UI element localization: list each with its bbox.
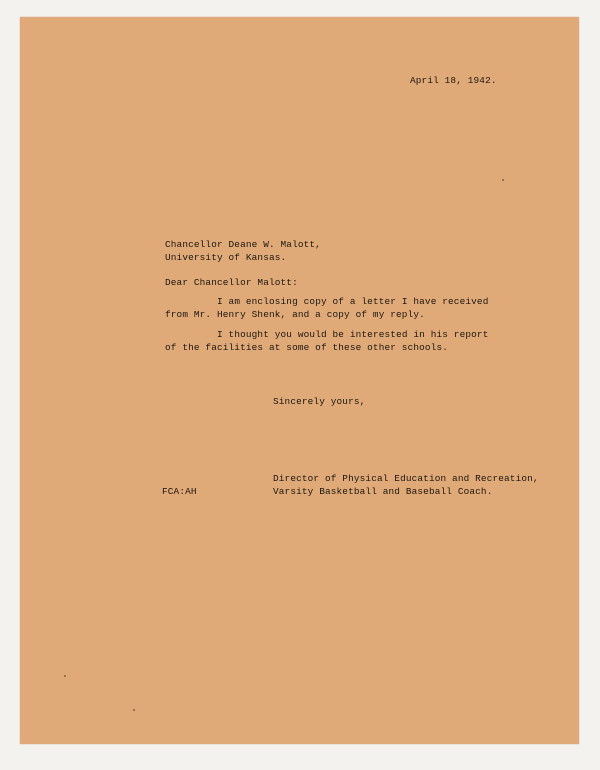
- paragraph-1-line-1: I am enclosing copy of a letter I have received: [217, 296, 489, 307]
- closing: Sincerely yours,: [273, 396, 366, 407]
- paragraph-2-line-2: of the facilities at some of these other schools.: [165, 342, 449, 353]
- letter-page: [20, 17, 579, 744]
- paragraph-2-line-1: I thought you would be interested in his report: [217, 329, 489, 340]
- salutation: Dear Chancellor Malott:: [165, 277, 298, 288]
- letter-date: April 18, 1942.: [410, 75, 497, 86]
- recipient-institution: University of Kansas.: [165, 252, 287, 263]
- signature-title-line-2: Varsity Basketball and Baseball Coach.: [273, 486, 493, 497]
- recipient-name: Chancellor Deane W. Malott,: [165, 239, 321, 250]
- paragraph-1-line-2: from Mr. Henry Shenk, and a copy of my reply.: [165, 309, 425, 320]
- signature-title-line-1: Director of Physical Education and Recreation,: [273, 473, 539, 484]
- paper-speck: [133, 709, 135, 711]
- paper-speck: [502, 179, 504, 181]
- paper-speck: [64, 675, 66, 677]
- typist-initials: FCA:AH: [162, 486, 197, 497]
